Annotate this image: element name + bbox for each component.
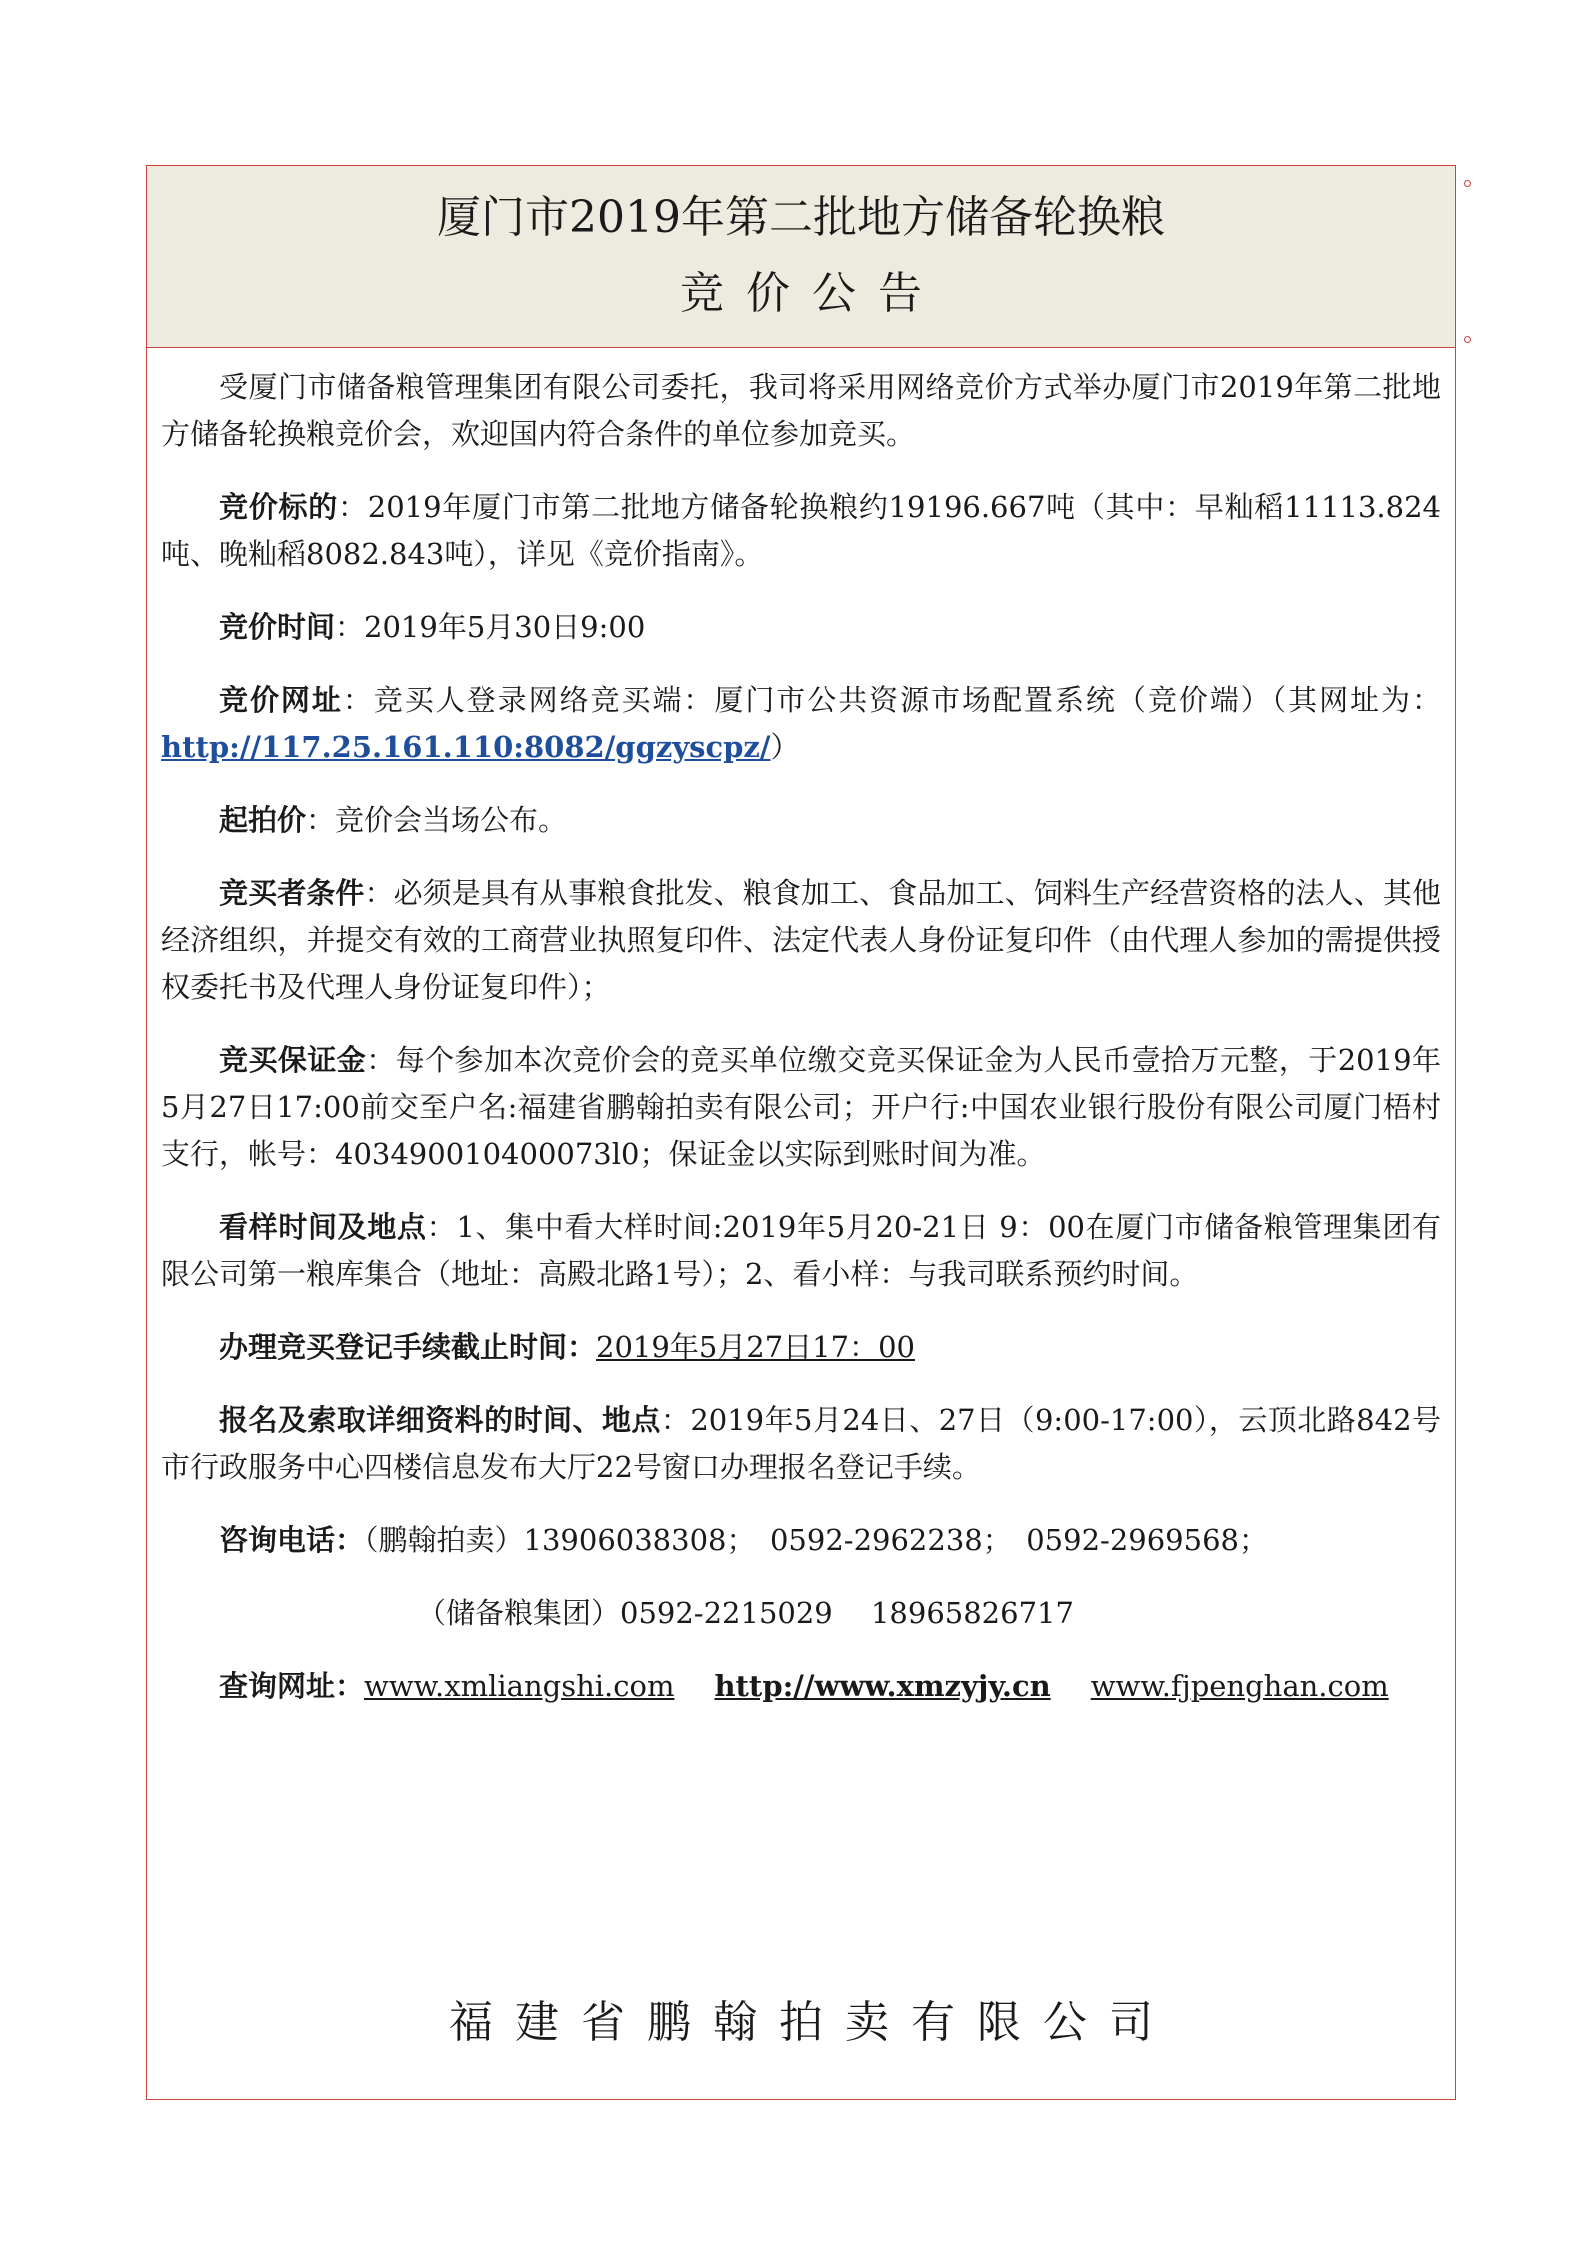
notice-body [161,364,1441,1736]
corner-mark-bottom [1464,336,1471,343]
target-paragraph [161,484,1441,578]
contact-paragraph-2 [161,1590,1441,1637]
site-text-end: ） [770,730,800,764]
deposit-text: ：每个参加本次竞价会的竞买单位缴交竞买保证金为人民币壹拾万元整，于2019年5月27日17:00前交至户名:福建省鹏翰拍卖有限公司；开户行:中国农业银行股份有限公司厦门梧村支行，帐号：403490010400073l0；保证金以实际到账时间为准。 [161,1043,1441,1171]
contact-label: 咨询电话： [219,1523,365,1557]
query-link-liangshi[interactable]: www.xmliangshi.com [364,1669,675,1703]
notice-subtitle: 竞价公告 [680,268,944,319]
conditions-label: 竞买者条件 [219,876,365,910]
intro-paragraph [161,364,1441,458]
time-label: 竞价时间 [219,610,336,644]
site-paragraph [161,677,1441,771]
notice-header [147,166,1455,348]
site-text: ：竞买人登录网络竞买端：厦门市公共资源市场配置系统（竞价端）（其网址为： [342,683,1441,717]
start-price-text: ：竞价会当场公布。 [306,803,568,837]
deposit-paragraph [161,1037,1441,1178]
target-text: ：2019年厦门市第二批地方储备轮换粮约19196.667吨（其中：早籼稻11113.824吨、晚籼稻8082.843吨），详见《竞价指南》。 [161,490,1441,571]
query-link-xmzyjy[interactable]: http://www.xmzyjy.cn [714,1669,1051,1703]
start-price-paragraph [161,797,1441,844]
intro-text: 受厦门市储备粮管理集团有限公司委托，我司将采用网络竞价方式举办厦门市2019年第二批地方储备轮换粮竞价会，欢迎国内符合条件的单位参加竞买。 [161,370,1441,451]
sample-label: 看样时间及地点 [219,1210,427,1244]
site-label: 竞价网址 [219,683,343,717]
contact-line2: （储备粮集团）0592-2215029 18965826717 [417,1596,1074,1630]
conditions-text: ：必须是具有从事粮食批发、粮食加工、食品加工、饲料生产经营资格的法人、其他经济组织，并提交有效的工商营业执照复印件、法定代表人身份证复印件（由代理人参加的需提供授权委托书及代理人身份证复印件）； [161,876,1441,1004]
start-price-label: 起拍价 [219,803,307,837]
deposit-label: 竞买保证金 [219,1043,367,1077]
target-label: 竞价标的 [219,490,339,524]
corner-mark-top [1464,180,1471,187]
register-label: 报名及索取详细资料的时间、地点 [219,1403,661,1437]
bidding-site-link[interactable]: http://117.25.161.110:8082/ggzyscpz/ [161,730,771,764]
query-paragraph [161,1663,1441,1710]
notice-title: 厦门市2019年第二批地方储备轮换粮 [437,192,1165,243]
deadline-paragraph [161,1324,1441,1371]
contact-paragraph [161,1517,1441,1564]
deadline-label: 办理竞买登记手续截止时间： [219,1330,597,1364]
query-link-fjpenghan[interactable]: www.fjpenghan.com [1090,1669,1389,1703]
conditions-paragraph [161,870,1441,1011]
query-label: 查询网址： [219,1669,365,1703]
register-text: ：2019年5月24日、27日（9:00-17:00），云顶北路842号市行政服务中心四楼信息发布大厅22号窗口办理报名登记手续。 [161,1403,1441,1484]
contact-line1: （鹏翰拍卖）13906038308； 0592-2962238； 0592-2969568； [364,1523,1268,1557]
deadline-value: 2019年5月27日17：00 [596,1330,915,1364]
sample-text: ：1、集中看大样时间:2019年5月20-21日 9：00在厦门市储备粮管理集团有限公司第一粮库集合（地址：高殿北路1号）；2、看小样：与我司联系预约时间。 [161,1210,1441,1291]
sample-paragraph [161,1204,1441,1298]
register-paragraph [161,1397,1441,1491]
time-text: ：2019年5月30日9:00 [335,610,646,644]
notice-frame [146,165,1456,2100]
time-paragraph [161,604,1441,651]
company-signature: 福建省鹏翰拍卖有限公司 [449,1997,1175,2048]
